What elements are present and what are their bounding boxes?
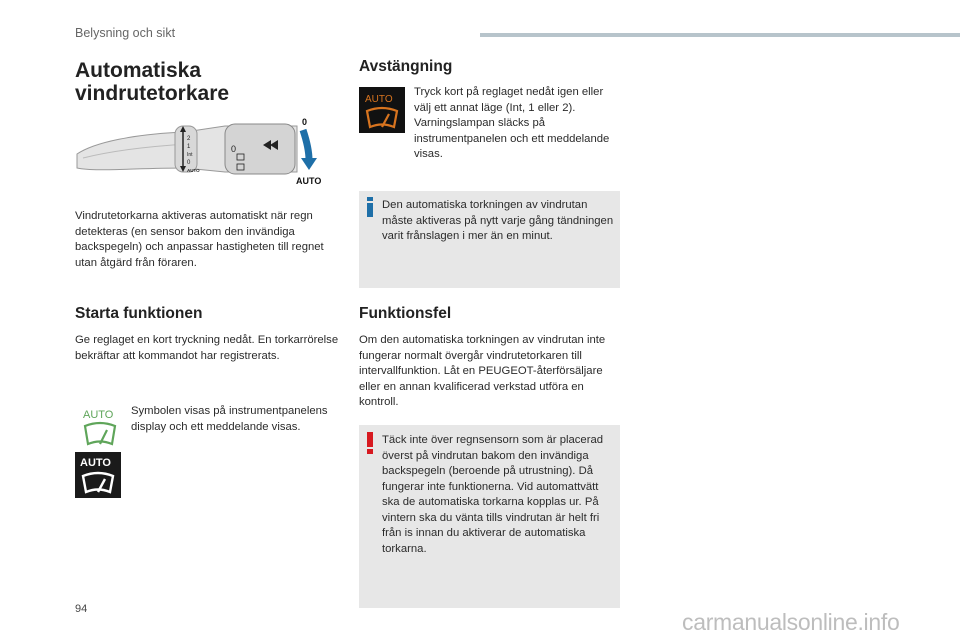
svg-text:0: 0 <box>302 117 308 127</box>
auto-green-label: AUTO <box>83 409 114 421</box>
info-icon <box>365 197 375 217</box>
off-icon-label: AUTO <box>365 94 393 105</box>
section-header: Belysning och sikt <box>75 26 176 40</box>
auto-dark-label: AUTO <box>80 457 111 469</box>
stalk-position-auto: AUTO <box>187 168 200 173</box>
stalk-position-2: 2 <box>187 136 191 142</box>
stalk-position-0: 0 <box>187 160 191 166</box>
stalk-position-1: 1 <box>187 144 191 150</box>
start-paragraph: Ge reglaget en kort tryckning nedåt. En torkarrörelse bekräftar att kommandot har registrerats. <box>75 334 339 362</box>
off-heading: Avstängning <box>359 58 453 75</box>
info-paragraph: Den automatiska torkningen av vindrutan måste aktiveras på nytt varje gång tändningen varit frånslagen i mer än en minut. <box>382 199 614 242</box>
symbol-note: Symbolen visas på instrumentpanelens display och ett meddelande visas. <box>131 405 328 433</box>
page-number: 94 <box>75 603 88 615</box>
warning-paragraph: Täck inte över regnsensorn som är placerad överst på vindrutan bakom den invändiga backspegeln (beroende på utrustning). Då fungerar inte funktionerna. Vid automattvätt ska de automatiska torkarna kopplas ur. På vintern ska du vänta tills vindrutan är helt fri från is innan du aktiverar de automatiska torkarna. <box>382 434 604 555</box>
wiper-stalk-illustration <box>75 112 325 192</box>
stalk-callout-auto: AUTO <box>296 176 322 186</box>
watermark: carmanualsonline.info <box>682 609 900 635</box>
warning-exclamation-icon <box>366 432 374 454</box>
fault-heading: Funktionsfel <box>359 305 452 322</box>
auto-wiper-display-icon <box>75 452 121 498</box>
intro-paragraph: Vindrutetorkarna aktiveras automatiskt när regn detekteras (en sensor bakom den invändiga backspegeln) och anpassar hastigheten till regnet utan åtgärd från föraren. <box>75 210 324 269</box>
stalk-side-0: 0 <box>231 144 237 154</box>
fault-paragraph: Om den automatiska torkningen av vindrutan inte fungerar normalt övergår vindrutetorkaren till intervallfunktion. Låt en PEUGEOT-återförsäljare eller en annan kvalificerad verkstad utföra en kontroll. <box>359 334 606 408</box>
off-paragraph: Tryck kort på reglaget nedåt igen eller välj ett annat läge (Int, 1 eller 2). Varningslampan släcks på instrumentpanelen och ett meddelande visas. <box>414 86 610 160</box>
stalk-position-int: Int <box>187 152 193 158</box>
auto-wiper-warning-icon <box>359 87 405 133</box>
start-heading: Starta funktionen <box>75 305 203 322</box>
auto-wiper-green-icon <box>80 406 120 450</box>
header-bar <box>480 33 960 37</box>
page-title: Automatiska vindrutetorkare <box>75 59 230 105</box>
